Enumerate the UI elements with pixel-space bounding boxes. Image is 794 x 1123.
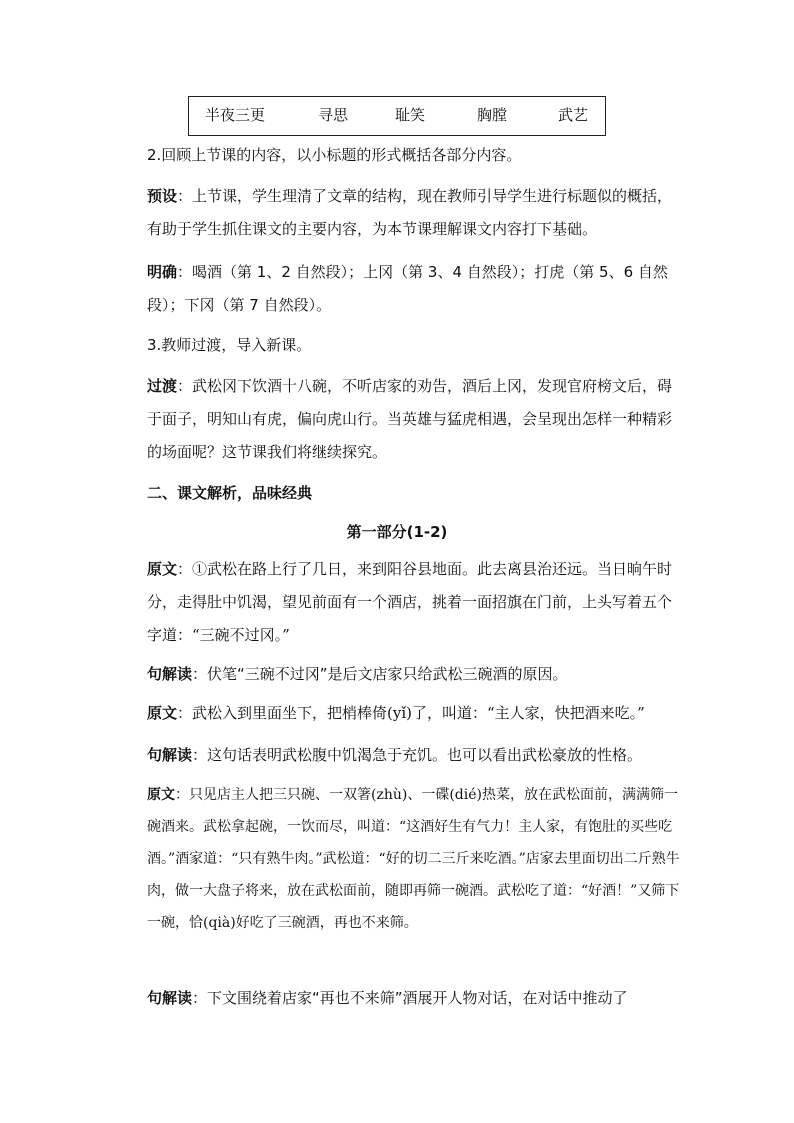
vocab-word: 武艺 (558, 106, 589, 124)
reading-body: ：这句话表明武松腹中饥渴急于充饥。也可以看出武松豪放的性格。 (192, 746, 643, 764)
item-2: 2.回顾上节课的内容，以小标题的形式概括各部分内容。 (147, 146, 522, 164)
original-body: ：只见店主人把三只碗、一双箸(zhù)、一碟(dié)热菜，放在武松面前，满满筛一碗酒来。武松拿起碗，一饮而尽，叫道：“这酒好生有气力！主人家，有饱肚的买些吃酒。”酒家道：“只有熟牛肉。”武松道：“好的切二三斤来吃酒。”店家去里面切出二斤熟牛肉，做一大盘子将来，放在武松面前，随即再筛一碗酒。武松吃了道：“好酒！”又筛下一碗，恰(qià)好吃了三碗酒，再也不来筛。 (147, 787, 680, 931)
section-heading: 二、课文解析，品味经典 (147, 484, 313, 502)
clarify-paragraph (147, 256, 684, 322)
original-label: 原文 (147, 704, 178, 722)
reading-3 (147, 982, 684, 1015)
original-text-1 (147, 553, 684, 652)
reading-body: ：下文围绕着店家“再也不来筛”酒展开人物对话，在对话中推动了 (192, 989, 628, 1007)
original-label: 原文 (147, 560, 178, 578)
part-title: 第一部分(1-2) (346, 523, 448, 541)
transition-text: ：武松冈下饮酒十八碗，不听店家的劝告，酒后上冈，发现官府榜文后，碍于面子，明知山有虎，偏向虎山行。当英雄与猛虎相遇，会呈现出怎样一种精彩的场面呢？这节课我们将继续探究。 (147, 377, 673, 461)
original-text-3 (147, 779, 684, 939)
preset-label: 预设 (147, 187, 178, 205)
reading-label: 句解读 (147, 665, 193, 683)
reading-2 (147, 739, 684, 772)
reading-1 (147, 658, 684, 691)
vocab-word: 胸膛 (477, 106, 508, 124)
transition-paragraph (147, 370, 684, 469)
clarify-text: ：喝酒（第 1、2 自然段）；上冈（第 3、4 自然段）；打虎（第 5、6 自然段）；下冈（第 7 自然段）。 (147, 263, 668, 314)
reading-label: 句解读 (147, 989, 193, 1007)
vocab-word: 半夜三更 (205, 106, 266, 124)
clarify-label: 明确 (147, 263, 178, 281)
vocab-word: 耻笑 (395, 106, 426, 124)
transition-label: 过渡 (147, 377, 178, 395)
original-label: 原文 (147, 787, 175, 803)
reading-label: 句解读 (147, 746, 193, 764)
reading-body: ：伏笔“三碗不过冈”是后文店家只给武松三碗酒的原因。 (192, 665, 568, 683)
item-3: 3.教师过渡，导入新课。 (147, 336, 312, 354)
vocab-word: 寻思 (318, 106, 349, 124)
original-body: ：武松入到里面坐下，把梢棒倚(yǐ)了，叫道：“主人家，快把酒来吃。” (177, 704, 645, 722)
vocab-box (188, 96, 606, 136)
original-body: ：①武松在路上行了几日，来到阳谷县地面。此去离县治还远。当日晌午时分，走得肚中饥渴，望见前面有一个酒店，挑着一面招旗在门前，上头写着五个字道：“三碗不过冈。” (147, 560, 673, 644)
original-text-2 (147, 697, 684, 730)
preset-text: ：上节课，学生理清了文章的结构，现在教师引导学生进行标题似的概括，有助于学生抓住课文的主要内容，为本节课理解课文内容打下基础。 (147, 187, 673, 238)
preset-paragraph (147, 180, 684, 246)
